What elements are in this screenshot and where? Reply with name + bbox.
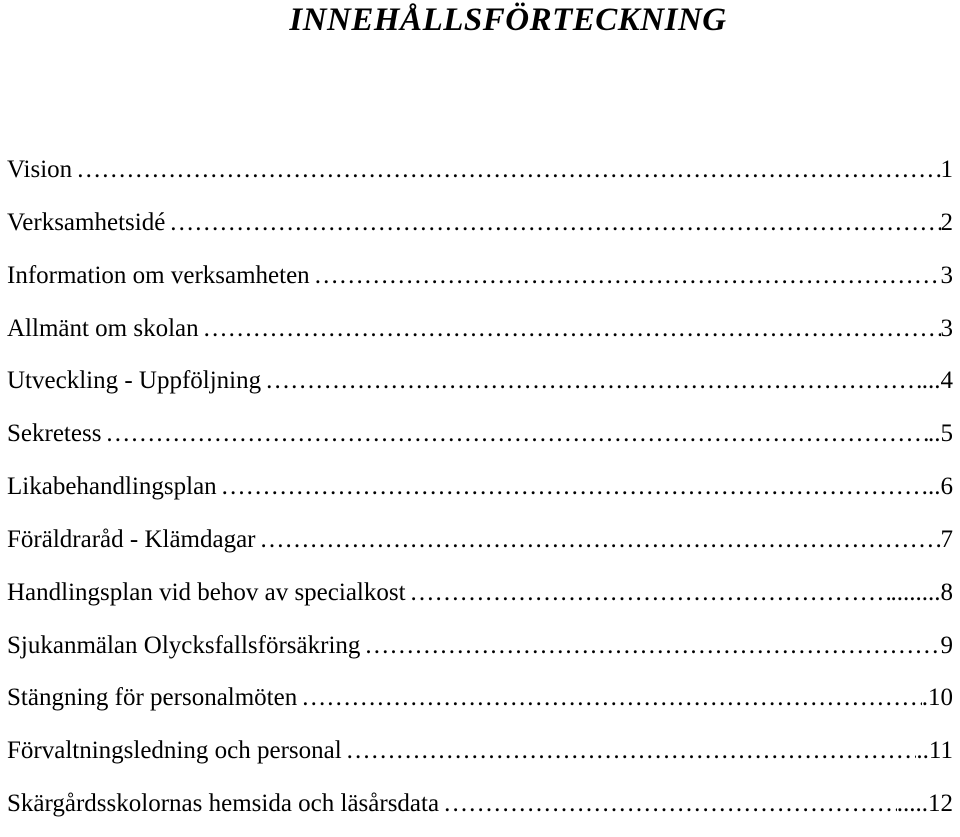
toc-entry-page: ...4 bbox=[921, 367, 953, 395]
toc-leader-dots bbox=[342, 731, 917, 771]
toc-leader-dots bbox=[217, 467, 928, 507]
toc-entry-page: 7 bbox=[940, 525, 953, 553]
toc-entry-page: 3 bbox=[940, 261, 953, 289]
toc-entry-hemsida[interactable] bbox=[7, 784, 953, 837]
toc-entry-utveckling[interactable] bbox=[7, 361, 953, 414]
page-title: INNEHÅLLSFÖRTECKNING bbox=[289, 2, 727, 38]
toc-leader-dots bbox=[199, 309, 941, 349]
toc-entry-page: 2 bbox=[940, 208, 953, 236]
toc-leader-dots bbox=[439, 784, 897, 824]
toc-entry-page: ..6 bbox=[928, 473, 953, 501]
toc-entry-label: Information om verksamheten bbox=[7, 261, 310, 289]
toc-entry-vision[interactable] bbox=[7, 150, 953, 203]
toc-entry-page: .10 bbox=[921, 684, 953, 712]
toc-entry-label: Handlingsplan vid behov av specialkost bbox=[7, 578, 406, 606]
toc-entry-verksamhetside[interactable] bbox=[7, 203, 953, 256]
toc-entry-label: Likabehandlingsplan bbox=[7, 473, 217, 501]
toc-entry-information[interactable] bbox=[7, 256, 953, 309]
toc-entry-handlingsplan[interactable] bbox=[7, 573, 953, 626]
toc-entry-label: Stängning för personalmöten bbox=[7, 684, 298, 712]
toc-entry-label: Sjukanmälan Olycksfallsförsäkring bbox=[7, 631, 361, 659]
toc-entry-label: Skärgårdsskolornas hemsida och läsårsdata bbox=[7, 790, 440, 818]
toc-entry-page: 9 bbox=[940, 631, 953, 659]
toc-leader-dots bbox=[261, 361, 922, 401]
toc-leader-dots bbox=[360, 626, 940, 666]
toc-entry-page: ..5 bbox=[928, 420, 953, 448]
table-of-contents bbox=[7, 150, 953, 837]
toc-entry-page: .....12 bbox=[896, 790, 953, 818]
toc-leader-dots bbox=[297, 678, 922, 718]
toc-entry-sjukanmalan[interactable] bbox=[7, 626, 953, 679]
toc-entry-sekretess[interactable] bbox=[7, 414, 953, 467]
toc-leader-dots bbox=[101, 414, 928, 454]
toc-leader-dots bbox=[310, 256, 941, 296]
toc-leader-dots bbox=[406, 573, 891, 613]
toc-entry-label: Sekretess bbox=[7, 420, 102, 448]
toc-entry-label: Verksamhetsidé bbox=[7, 208, 166, 236]
toc-entry-allmant[interactable] bbox=[7, 309, 953, 362]
toc-entry-foraldrarad[interactable] bbox=[7, 520, 953, 573]
toc-entry-page: ..11 bbox=[916, 737, 953, 765]
toc-entry-label: Vision bbox=[7, 156, 73, 183]
toc-entry-stangning[interactable] bbox=[7, 678, 953, 731]
toc-entry-label: Föräldraråd - Klämdagar bbox=[7, 525, 256, 553]
toc-entry-page: ........8 bbox=[890, 578, 953, 606]
toc-leader-dots bbox=[256, 520, 941, 560]
toc-leader-dots bbox=[72, 150, 940, 190]
toc-entry-label: Allmänt om skolan bbox=[7, 314, 199, 342]
toc-entry-forvaltningsledning[interactable] bbox=[7, 731, 953, 784]
toc-entry-label: Förvaltningsledning och personal bbox=[7, 737, 342, 765]
toc-leader-dots bbox=[165, 203, 940, 243]
toc-entry-page: 1 bbox=[940, 156, 953, 183]
toc-entry-page: 3 bbox=[940, 314, 953, 342]
toc-entry-label: Utveckling - Uppföljning bbox=[7, 367, 262, 395]
toc-entry-likabehandlingsplan[interactable] bbox=[7, 467, 953, 520]
